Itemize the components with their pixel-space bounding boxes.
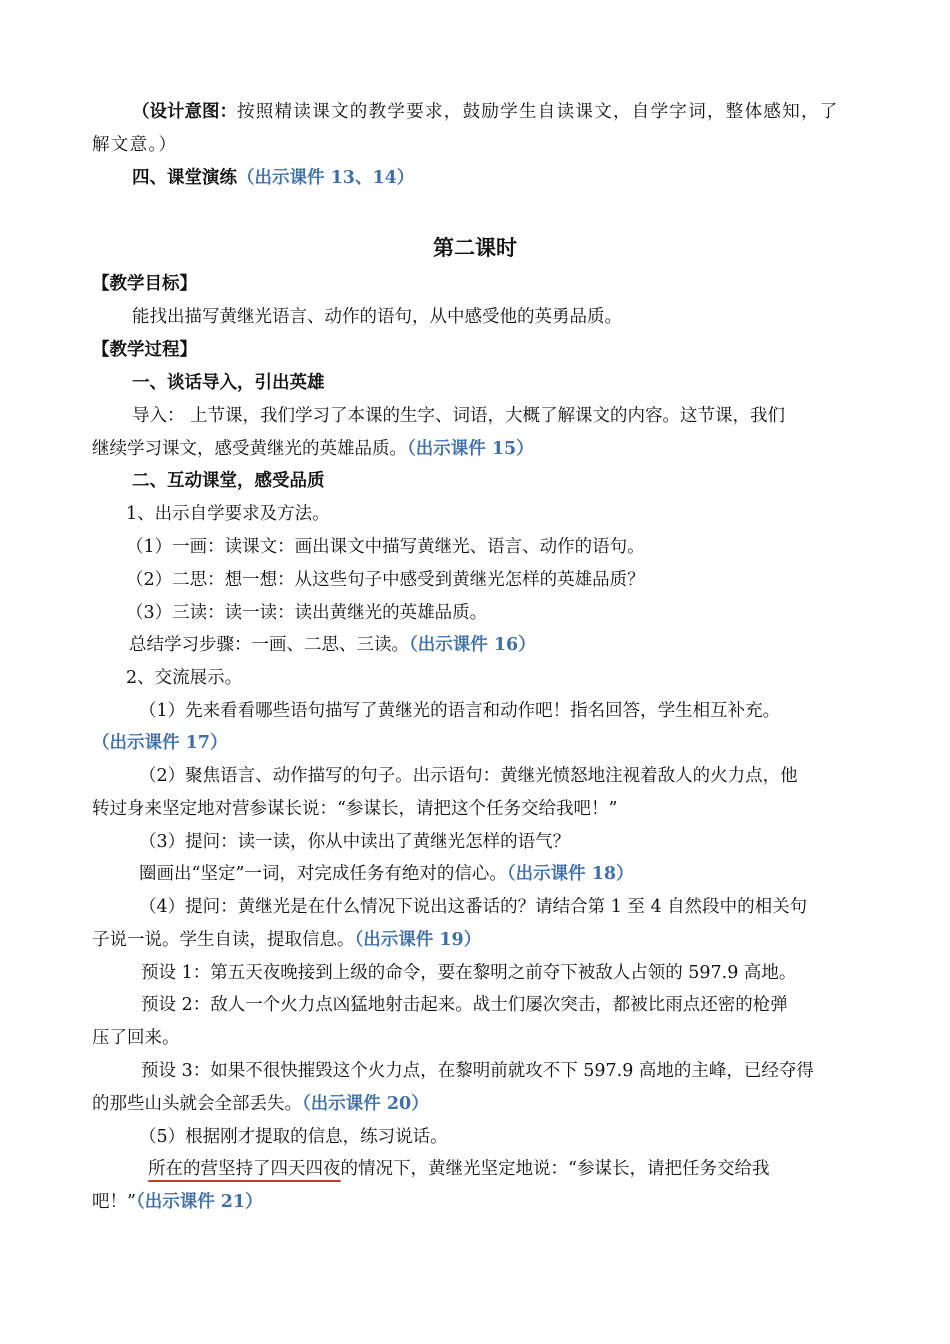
point5-line: （5）根据刚才提取的信息，练习说话。 [139, 1127, 448, 1147]
preset3-ref: （出示课件 20） [302, 1094, 429, 1114]
point4-line2-text: 子说一说。学生自读，提取信息。 [92, 930, 355, 950]
point5-practice-line [148, 1157, 769, 1181]
preset3-line2-text: 的那些山头就会全部丢失。 [92, 1094, 302, 1114]
point3-line2-text: 圈画出“坚定”一词，对完成任务有绝对的信心。 [139, 864, 507, 884]
point3-line2 [139, 862, 634, 886]
underlined-phrase: 所在的营坚持了四天四夜 [148, 1159, 341, 1179]
point1-line: （1）先来看看哪些语句描写了黄继光的语言和动作吧！指名回答，学生相互补充。 [139, 701, 781, 721]
section1-ref: （出示课件 15） [407, 439, 534, 459]
point1-ref: （出示课件 17） [92, 733, 228, 753]
design-intent-body: 按照精读课文的教学要求，鼓励学生自读课文，自学字词，整体感知，了 [237, 102, 839, 122]
section2-step3: （3）三读：读一读：读出黄继光的英雄品质。 [126, 603, 488, 623]
section2-summary-text: 总结学习步骤：一画、二思、三读。 [129, 635, 409, 655]
section1-line2 [92, 437, 534, 461]
goals-heading: 【教学目标】 [92, 274, 197, 294]
point2-line1: （2）聚焦语言、动作描写的句子。出示语句：黄继光愤怒地注视着敌人的火力点，他 [139, 766, 798, 786]
point5-practice-line2-text: 吧！” [92, 1192, 136, 1212]
point5-practice-line2 [92, 1190, 263, 1214]
process-heading: 【教学过程】 [92, 340, 197, 360]
design-intent-line [132, 100, 839, 124]
section2-item2: 2、交流展示。 [126, 668, 243, 688]
section2-step1: （1）一画：读课文：画出课文中描写黄继光、语言、动作的语句。 [126, 537, 645, 557]
point4-line2 [92, 928, 481, 952]
point5-ref: （出示课件 21） [135, 1192, 263, 1212]
goals-text: 能找出描写黄继光语言、动作的语句，从中感受他的英勇品质。 [132, 307, 622, 327]
lesson-title: 第二课时 [433, 235, 517, 260]
preset3-line1: 预设 3：如果不很快摧毁这个火力点，在黎明前就攻不下 597.9 高地的主峰，已经夺得 [141, 1061, 814, 1081]
practice-line [132, 166, 414, 190]
point5-practice-rest: 的情况下，黄继光坚定地说：“参谋长，请把任务交给我 [340, 1159, 770, 1179]
point4-ref: （出示课件 19） [354, 930, 482, 950]
practice-heading: 四、课堂演练 [132, 168, 237, 188]
section2-step2: （2）二思：想一想：从这些句子中感受到黄继光怎样的英雄品质？ [126, 570, 645, 590]
point3-line1: （3）提问：读一读，你从中读出了黄继光怎样的语气？ [139, 832, 571, 852]
section1-line1: 导入： 上节课，我们学习了本课的生字、词语，大概了解课文的内容。这节课，我们 [132, 406, 786, 426]
preset3-line2 [92, 1092, 429, 1116]
preset1-line: 预设 1：第五天夜晚接到上级的命令，要在黎明之前夺下被敌人占领的 597.9 高地。 [141, 963, 797, 983]
section1-line2-text: 继续学习课文，感受黄继光的英雄品质。 [92, 439, 407, 459]
section1-heading: 一、谈话导入，引出英雄 [132, 373, 325, 393]
point4-line1: （4）提问：黄继光是在什么情况下说出这番话的？请结合第 1 至 4 自然段中的相关句 [139, 897, 808, 917]
practice-ref: （出示课件 13、14） [237, 168, 415, 188]
point3-ref: （出示课件 18） [506, 864, 634, 884]
design-intent-prefix: （设计意图： [132, 102, 237, 122]
section2-heading: 二、互动课堂，感受品质 [132, 471, 325, 491]
design-intent-cont: 解文意。） [92, 135, 178, 155]
preset2-line2: 压了回来。 [92, 1028, 180, 1048]
section2-summary [129, 633, 536, 657]
section2-item1: 1、出示自学要求及方法。 [126, 504, 330, 524]
section2-summary-ref: （出示课件 16） [409, 635, 536, 655]
preset2-line1: 预设 2：敌人一个火力点凶猛地射击起来。战士们屡次突击，都被比雨点还密的枪弹 [141, 995, 788, 1015]
point2-line2: 转过身来坚定地对营参谋长说：“参谋长，请把这个任务交给我吧！” [92, 799, 618, 819]
